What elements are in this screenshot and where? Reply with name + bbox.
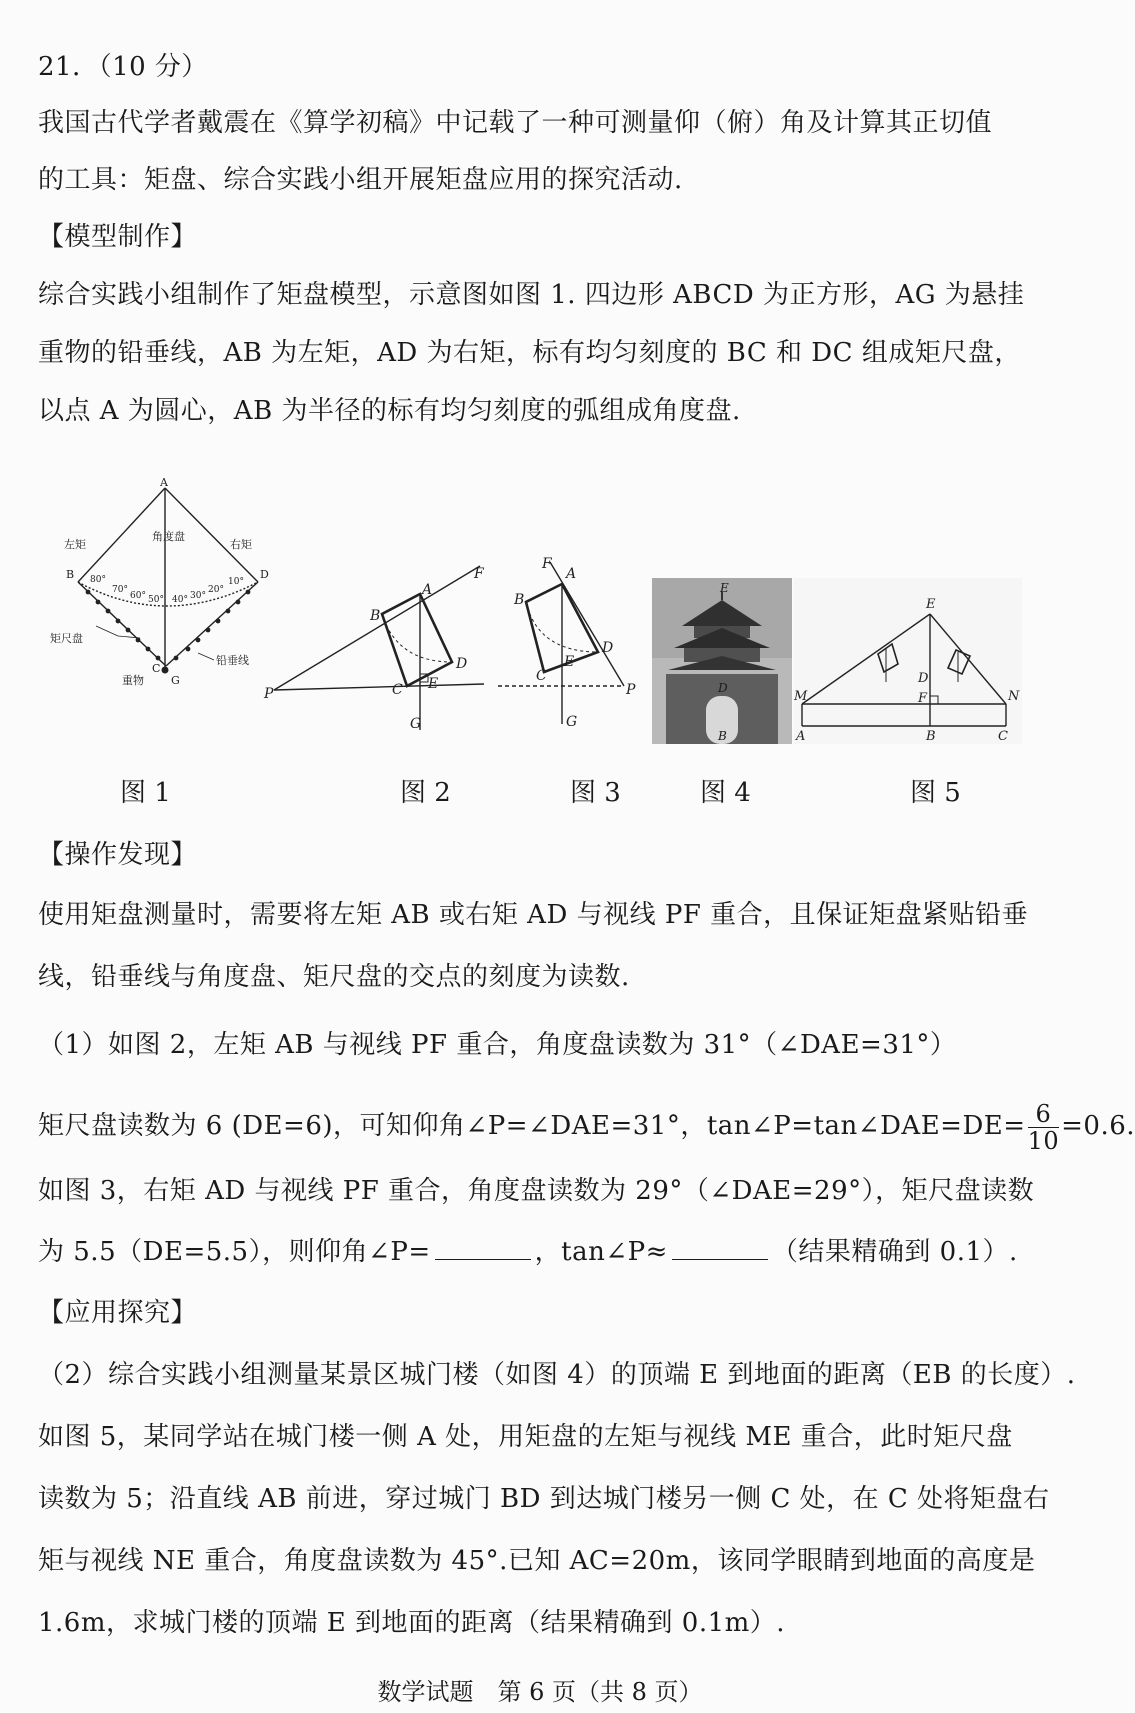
fig4-point-d: D [718, 681, 728, 695]
figure-5-caption: 图 5 [910, 778, 961, 808]
figure-1-caption: 图 1 [120, 778, 171, 808]
fig1-tick: 10° [228, 577, 244, 587]
fig3-point-c: C [536, 668, 547, 684]
fig1-point-b: B [66, 568, 75, 581]
fig1-point-g: G [171, 674, 180, 687]
fig1-label-ruler: 矩尺盘 [50, 632, 83, 645]
fig2-point-b: B [370, 608, 381, 624]
figure-3-diagram [498, 548, 638, 738]
q2-line-5: 1.6m，求城门楼的顶端 E 到地面的距离（结果精确到 0.1m）. [38, 1608, 786, 1638]
fig5-point-n: N [1008, 689, 1020, 704]
fig5-point-e: E [926, 597, 936, 612]
q2-line-1: （2）综合实践小组测量某景区城门楼（如图 4）的顶端 E 到地面的距离（EB 的长度）. [38, 1360, 1076, 1390]
fig5-point-m: M [794, 689, 808, 704]
fig3-point-p: P [626, 682, 636, 698]
fig1-tick: 40° [172, 595, 188, 605]
fig1-tick: 50° [148, 595, 164, 605]
model-line-1: 综合实践小组制作了矩盘模型，示意图如图 1. 四边形 ABCD 为正方形，AG 为悬挂 [38, 280, 1025, 310]
fig5-point-c: C [998, 729, 1008, 744]
figure-3-caption: 图 3 [570, 778, 621, 808]
fig1-label-weight: 重物 [122, 674, 144, 687]
fig2-point-a: A [422, 582, 433, 598]
q1-line-1: （1）如图 2，左矩 AB 与视线 PF 重合，角度盘读数为 31°（∠DAE=31°） [38, 1030, 957, 1060]
fig5-point-f: F [918, 691, 928, 706]
fig1-label-left: 左矩 [64, 538, 86, 551]
section-application-heading: 【应用探究】 [38, 1298, 198, 1328]
fig1-tick: 20° [208, 585, 224, 595]
fig2-point-p: P [264, 686, 274, 702]
q1-line-4-text-a: 为 5.5（DE=5.5），则仰角∠P= [38, 1237, 431, 1267]
fig1-point-c: C [152, 662, 161, 675]
q1-line-2 [38, 1096, 1135, 1156]
fig2-point-f: F [474, 566, 484, 582]
page-footer: 数学试题 第 6 页（共 8 页） [377, 1678, 703, 1706]
fig5-point-b: B [926, 729, 936, 744]
fig3-point-d: D [602, 640, 614, 656]
question-header: 21．（10 分） [38, 52, 208, 82]
figure-4-photo [652, 578, 792, 744]
fig1-tick: 80° [90, 575, 106, 585]
figure-5-diagram [794, 578, 1022, 744]
fig1-tick: 30° [190, 591, 206, 601]
fig1-angle-ticks [90, 575, 244, 605]
fig1-label-right: 右矩 [230, 538, 252, 551]
fig3-point-f: F [542, 556, 552, 572]
figure-1-diagram [48, 476, 269, 718]
intro-line-2: 的工具：矩盘、综合实践小组开展矩盘应用的探究活动. [38, 165, 683, 195]
fig2-point-g: G [410, 716, 422, 732]
q2-line-4: 矩与视线 NE 重合，角度盘读数为 45°.已知 AC=20m，该同学眼睛到地面的高度是 [38, 1546, 1036, 1576]
fig3-point-g: G [566, 714, 578, 730]
model-line-3: 以点 A 为圆心，AB 为半径的标有均匀刻度的弧组成角度盘. [38, 396, 741, 426]
fig4-point-e: E [720, 581, 729, 595]
fig1-tick: 60° [130, 591, 146, 601]
q2-line-3: 读数为 5；沿直线 AB 前进，穿过城门 BD 到达城门楼另一侧 C 处，在 C 处将矩盘右 [38, 1484, 1050, 1514]
section-model-heading: 【模型制作】 [38, 222, 198, 252]
fig3-point-b: B [514, 592, 525, 608]
q1-line-4 [38, 1235, 1040, 1269]
fig1-point-a: A [160, 476, 168, 489]
figure-2-caption: 图 2 [400, 778, 451, 808]
fig2-point-c: C [392, 682, 403, 698]
fig2-point-e: E [428, 676, 439, 692]
fig5-point-a: A [796, 729, 806, 744]
fig3-point-a: A [566, 566, 577, 582]
model-line-2: 重物的铅垂线，AB 为左矩，AD 为右矩，标有均匀刻度的 BC 和 DC 组成矩尺盘， [38, 338, 1021, 368]
fig2-point-d: D [456, 656, 468, 672]
fig1-label-plumb: 铅垂线 [216, 654, 249, 667]
fig3-point-e: E [564, 654, 575, 670]
figure-4-caption: 图 4 [700, 778, 751, 808]
figure-2-diagram [262, 558, 490, 740]
fig5-point-d: D [918, 671, 929, 686]
intro-line-1: 我国古代学者戴震在《算学初稿》中记载了一种可测量仰（俯）角及计算其正切值 [38, 108, 993, 138]
section-operation-heading: 【操作发现】 [38, 840, 198, 870]
q1-line-4-text-b: ，tan∠P≈ [534, 1237, 668, 1267]
fig1-tick: 70° [112, 585, 128, 595]
fraction-numerator: 6 [1028, 1101, 1060, 1128]
operation-line-2: 线，铅垂线与角度盘、矩尺盘的交点的刻度为读数. [38, 962, 630, 992]
fig1-label-angle: 角度盘 [152, 530, 185, 543]
fraction-denominator: 10 [1027, 1126, 1060, 1155]
q1-line-4-text-c: （结果精确到 0.1）. [771, 1237, 1018, 1267]
fraction-6-over-10 [1028, 1101, 1060, 1154]
answer-blank-tan[interactable] [672, 1235, 768, 1260]
q2-line-2: 如图 5，某同学站在城门楼一侧 A 处，用矩盘的左矩与视线 ME 重合，此时矩尺盘 [38, 1422, 1013, 1452]
fig1-point-d: D [260, 568, 269, 581]
operation-line-1: 使用矩盘测量时，需要将左矩 AB 或右矩 AD 与视线 PF 重合，且保证矩盘紧贴铅垂 [38, 900, 1029, 930]
q1-line-2-result: =0.6. [1061, 1111, 1135, 1141]
answer-blank-angle[interactable] [435, 1235, 531, 1260]
fig4-point-b: B [718, 729, 727, 743]
q1-line-3: 如图 3，右矩 AD 与视线 PF 重合，角度盘读数为 29°（∠DAE=29°），矩尺盘读数 [38, 1176, 1035, 1206]
q1-line-2-text: 矩尺盘读数为 6 (DE=6)，可知仰角∠P=∠DAE=31°，tan∠P=tan∠DAE=DE= [38, 1111, 1026, 1141]
